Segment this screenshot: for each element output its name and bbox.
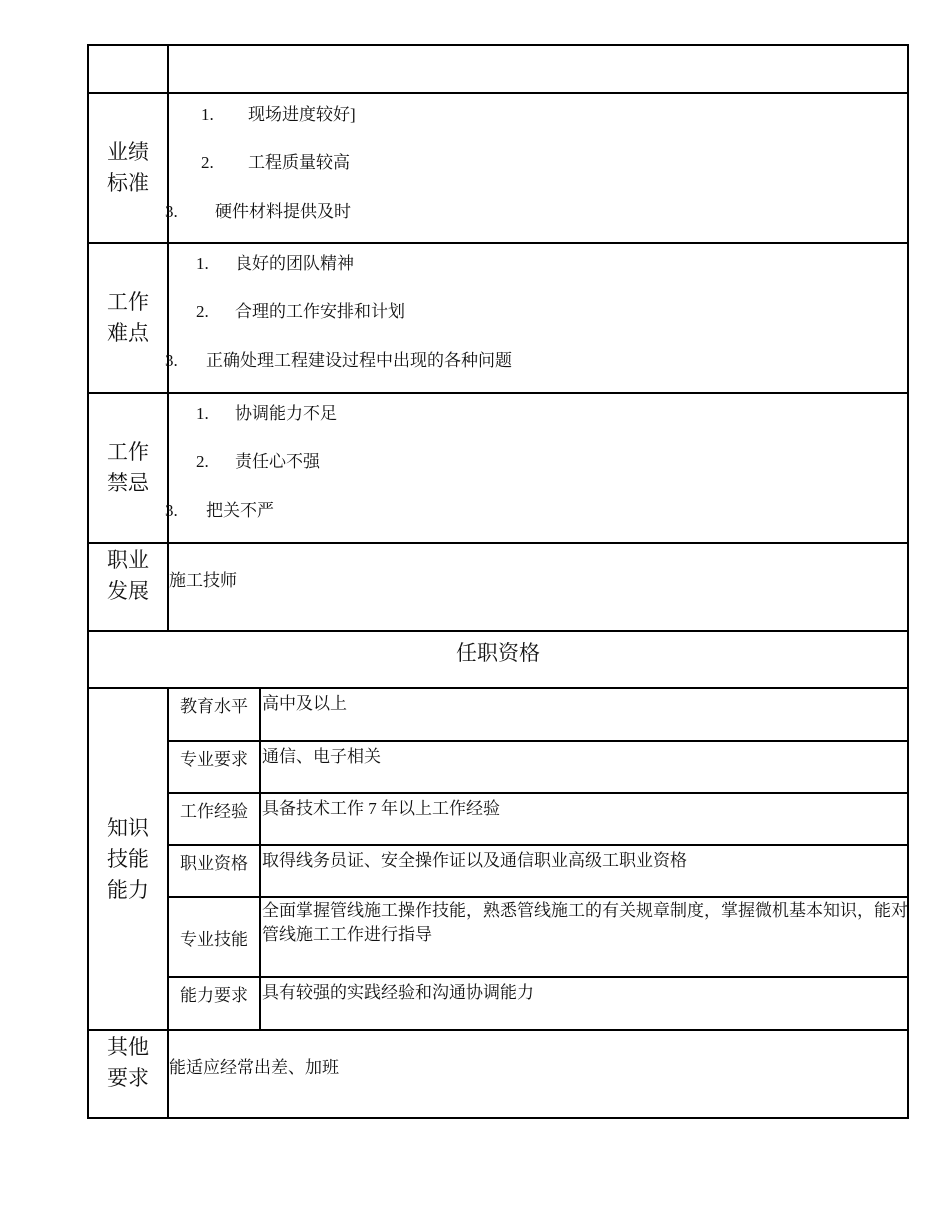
list-item: 2. 责任心不强	[196, 452, 320, 471]
taboo-row	[88, 393, 908, 543]
taboo-content	[165, 393, 908, 543]
table-row	[169, 741, 909, 793]
skills-table	[169, 689, 909, 1029]
major-label: 专业要求	[169, 741, 260, 793]
other-content: 能适应经常出差、加班	[168, 1030, 908, 1118]
table-row	[169, 897, 909, 977]
difficulty-content	[165, 243, 908, 393]
job-description-table	[87, 44, 909, 1119]
taboo-label: 工作 禁忌	[88, 393, 168, 543]
other-label: 其他 要求	[88, 1030, 168, 1118]
table-row	[169, 977, 909, 1029]
career-label: 职业 发展	[88, 543, 168, 631]
list-item: 3. 正确处理工程建设过程中出现的各种问题	[165, 351, 512, 370]
performance-row	[88, 93, 908, 243]
list-item: 1. 良好的团队精神	[196, 254, 354, 273]
difficulty-row	[88, 243, 908, 393]
experience-label: 工作经验	[169, 793, 260, 845]
list-item: 1. 现场进度较好]	[201, 105, 356, 124]
table-row	[169, 845, 909, 897]
professional-skill-value: 全面掌握管线施工操作技能，熟悉管线施工的有关规章制度，掌握微机基本知识，能对管线施工工作进行指导	[260, 897, 909, 977]
other-row	[88, 1030, 908, 1118]
table-row	[169, 689, 909, 741]
skills-content	[168, 688, 908, 1030]
education-label: 教育水平	[169, 689, 260, 741]
skills-row	[88, 688, 908, 1030]
experience-value: 具备技术工作 7 年以上工作经验	[260, 793, 909, 845]
performance-content	[165, 93, 908, 243]
skills-label: 知识 技能 能力	[88, 688, 168, 1030]
list-item: 2. 合理的工作安排和计划	[196, 302, 405, 321]
empty-label-cell	[88, 45, 168, 93]
qualification-header-row	[88, 631, 908, 688]
major-value: 通信、电子相关	[260, 741, 909, 793]
certification-value: 取得线务员证、安全操作证以及通信职业高级工职业资格	[260, 845, 909, 897]
performance-label: 业绩 标准	[88, 93, 168, 243]
list-item: 1. 协调能力不足	[196, 404, 337, 423]
ability-value: 具有较强的实践经验和沟通协调能力	[260, 977, 909, 1029]
ability-label: 能力要求	[169, 977, 260, 1029]
professional-skill-label: 专业技能	[169, 897, 260, 977]
list-item: 3. 硬件材料提供及时	[165, 202, 351, 221]
empty-content-cell	[168, 45, 908, 93]
table-row	[169, 793, 909, 845]
certification-label: 职业资格	[169, 845, 260, 897]
career-content: 施工技师	[168, 543, 908, 631]
qualification-header: 任职资格	[88, 631, 908, 688]
list-item: 2. 工程质量较高	[201, 153, 350, 172]
education-value: 高中及以上	[260, 689, 909, 741]
difficulty-label: 工作 难点	[88, 243, 168, 393]
list-item: 3. 把关不严	[165, 501, 274, 520]
empty-top-row	[88, 45, 908, 93]
career-row	[88, 543, 908, 631]
